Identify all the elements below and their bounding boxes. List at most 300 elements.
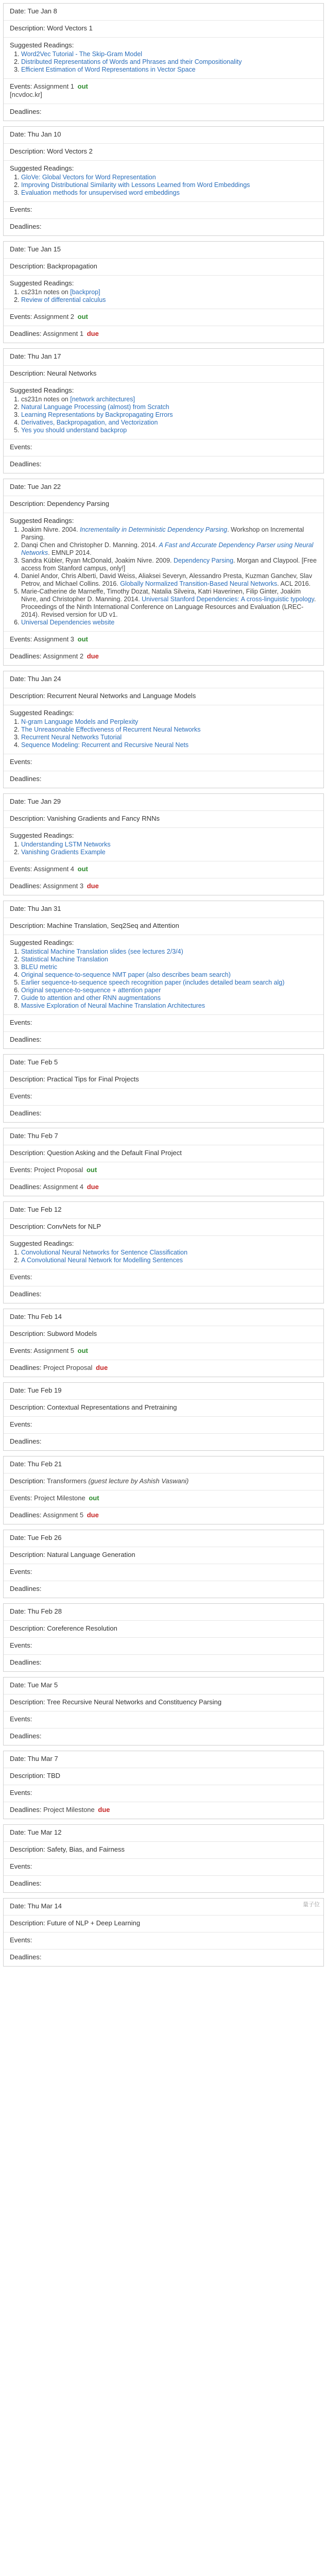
description-row [4,21,323,38]
date-label: Date: [10,1206,26,1213]
description-label: Description: [10,1772,45,1780]
readings-list [10,396,317,434]
reading-text: Danqi Chen and Christopher D. Manning. 2014. [21,541,159,549]
status-due-badge: due [98,1806,110,1814]
description-label: Description: [10,1551,45,1558]
reading-link[interactable]: Word2Vec Tutorial - The Skip-Gram Model [21,50,143,58]
events-row [4,861,323,878]
date-row [4,1309,323,1326]
readings-list [10,174,317,197]
deadlines-label: Deadlines: [10,223,42,230]
events-row [4,79,323,104]
lecture-description: Safety, Bias, and Fairness [47,1845,125,1853]
reading-item [21,403,317,411]
date-row [4,127,323,144]
description-row [4,1842,323,1859]
date-label: Date: [10,1828,26,1836]
reading-item [21,572,317,588]
events-row [4,1933,323,1950]
events-label: Events: [10,635,32,643]
reading-item [21,956,317,963]
events-row [4,1162,323,1179]
deadlines-label: Deadlines: [10,1732,42,1740]
events-label: Events: [10,1420,32,1428]
reading-text: . ACL 2016. [277,580,311,587]
events-label: Events: [10,1715,32,1723]
deadline-text: Assignment 1 [43,330,85,337]
reading-link[interactable]: Statistical Machine Translation slides (see lectures 2/3/4) [21,948,183,955]
lecture-date: Tue Jan 29 [27,798,61,805]
date-label: Date: [10,1902,26,1910]
lecture-card [3,1128,324,1196]
lecture-card [3,479,324,666]
description-label: Description: [10,369,45,377]
date-row [4,242,323,259]
lecture-card [3,3,324,121]
date-row [4,1751,323,1768]
event-item [34,1166,97,1174]
description-row [4,1219,323,1236]
date-row [4,671,323,688]
readings-label: Suggested Readings: [10,832,74,839]
events-label: Events: [10,1347,32,1354]
reading-item [21,619,317,626]
lecture-description: Word Vectors 1 [47,24,93,32]
event-text: Assignment 4 [33,865,76,873]
readings-label: Suggested Readings: [10,164,74,172]
deadlines-label: Deadlines: [10,1036,42,1043]
lecture-card [3,241,324,343]
status-out-badge: out [77,313,88,320]
date-label: Date: [10,1607,26,1615]
description-row [4,918,323,935]
reading-item [21,979,317,987]
description-row [4,1916,323,1933]
events-row [4,1859,323,1876]
date-label: Date: [10,483,26,490]
status-out-badge: out [77,82,88,90]
lecture-date: Tue Jan 8 [27,7,57,15]
description-label: Description: [10,1403,45,1411]
events-row [4,1490,323,1507]
readings-list [10,289,317,304]
event-text: Assignment 3 [33,635,76,643]
description-text: Transformers [47,1477,89,1485]
reading-item [21,734,317,741]
lecture-date: Tue Jan 15 [27,245,61,253]
readings-label: Suggested Readings: [10,41,74,49]
reading-text: . Morgan and Claypool. [Free access from Stanford campus, only!] [21,557,317,572]
reading-item [21,557,317,572]
description-label: Description: [10,1845,45,1853]
lecture-date: Thu Jan 17 [27,352,61,360]
lecture-description: ConvNets for NLP [47,1223,101,1230]
deadline-item [43,1364,108,1371]
deadlines-label: Deadlines: [10,1437,42,1445]
status-out-badge: out [77,865,88,873]
events-row [4,1417,323,1434]
events-row [4,1564,323,1581]
status-due-badge: due [96,1364,108,1371]
reading-item [21,174,317,181]
description-label: Description: [10,24,45,32]
readings-list [10,50,317,74]
events-row [4,1269,323,1286]
readings-list [10,718,317,749]
lecture-card [3,1201,324,1303]
description-label: Description: [10,922,45,929]
date-row [4,1128,323,1145]
description-label: Description: [10,1075,45,1083]
reading-item [21,427,317,434]
deadlines-row [4,649,323,665]
lecture-card [3,1603,324,1672]
reading-link[interactable]: Universal Dependencies website [21,619,115,626]
deadlines-label: Deadlines: [10,460,42,468]
lecture-date: Tue Mar 5 [27,1681,58,1689]
date-label: Date: [10,675,26,683]
event-item [10,91,317,99]
deadlines-label: Deadlines: [10,1109,42,1117]
date-label: Date: [10,7,26,15]
description-row [4,1473,323,1490]
reading-link[interactable]: The Unreasonable Effectiveness of Recurrent Neural Networks [21,726,201,733]
readings-row [4,38,323,79]
events-label: Events: [10,1789,32,1797]
reading-text: Sandra Kübler, Ryan McDonald, Joakim Nivre. 2009. [21,557,174,564]
reading-link[interactable]: Yes you should understand backprop [21,427,127,434]
event-item [33,1347,88,1354]
lecture-card [3,671,324,788]
lecture-description: Backpropagation [47,262,97,270]
lecture-date: Thu Mar 7 [27,1755,58,1762]
reading-text: cs231n notes on [21,289,71,296]
reading-link[interactable]: Vanishing Gradients Example [21,849,106,856]
lecture-description: Natural Language Generation [47,1551,135,1558]
deadlines-label: Deadlines: [10,1290,42,1298]
deadlines-row [4,1876,323,1892]
date-label: Date: [10,1386,26,1394]
date-row [4,901,323,918]
lecture-card [3,1382,324,1451]
deadline-text: Project Proposal [43,1364,95,1371]
reading-item [21,849,317,856]
description-row [4,811,323,828]
reading-item [21,396,317,403]
description-label: Description: [10,1624,45,1632]
date-row [4,1202,323,1219]
reading-item [21,987,317,994]
description-row [4,1768,323,1785]
lecture-description: Future of NLP + Deep Learning [47,1919,141,1927]
event-text: Assignment 1 [33,82,76,90]
reading-link[interactable]: A Fast and Accurate Dependency Parser using Neural Networks [21,541,314,556]
deadlines-row [4,104,323,121]
lecture-date: Tue Jan 22 [27,483,61,490]
events-row [4,1089,323,1106]
readings-row [4,705,323,754]
event-text: Assignment 2 [33,313,76,320]
description-row [4,1145,323,1162]
description-label: Description: [10,692,45,700]
status-due-badge: due [87,652,99,660]
reading-item [21,58,317,66]
date-label: Date: [10,130,26,138]
reading-link[interactable]: Improving Distributional Similarity with Lessons Learned from Word Embeddings [21,181,250,189]
reading-link[interactable]: [backprop] [70,289,100,296]
readings-row [4,161,323,202]
lecture-description: Recurrent Neural Networks and Language Models [47,692,196,700]
event-item [33,865,88,873]
deadlines-label: Deadlines: [10,1806,42,1814]
reading-text: Daniel Andor, Chris Alberti, David Weiss, Aliaksei Severyn, Alessandro Presta, Kuzman Ganchev, Slav Petrov, and Michael Collins. 2016. [21,572,313,587]
description-row [4,366,323,383]
lecture-card [3,1456,324,1524]
reading-link[interactable]: Convolutional Neural Networks for Sentence Classification [21,1249,188,1256]
description-label: Description: [10,815,45,822]
deadlines-row [4,1728,323,1745]
lecture-date: Thu Jan 10 [27,130,61,138]
date-label: Date: [10,1058,26,1066]
description-label: Description: [10,1149,45,1157]
events-label: Events: [10,1568,32,1575]
deadline-item [43,1806,110,1814]
reading-link[interactable]: Understanding LSTM Networks [21,841,111,848]
date-label: Date: [10,1132,26,1140]
readings-row [4,513,323,632]
description-row [4,1326,323,1343]
description-label: Description: [10,1919,45,1927]
reading-item [21,181,317,189]
readings-label: Suggested Readings: [10,517,74,524]
status-due-badge: due [87,1511,99,1519]
reading-link[interactable]: Original sequence-to-sequence + attention paper [21,987,161,994]
lecture-card [3,1898,324,1967]
reading-link[interactable]: [network architectures] [70,396,135,403]
lecture-date: Thu Feb 7 [27,1132,58,1140]
events-label: Events: [10,1019,32,1026]
reading-link[interactable]: Recurrent Neural Networks Tutorial [21,734,122,741]
reading-link[interactable]: Evaluation methods for unsupervised word embeddings [21,189,180,196]
events-label: Events: [10,443,32,451]
date-row [4,1530,323,1547]
date-row [4,794,323,811]
reading-item [21,841,317,849]
status-due-badge: due [87,1183,99,1191]
lecture-description [47,1477,188,1485]
description-label: Description: [10,1330,45,1337]
lecture-description: Machine Translation, Seq2Seq and Attention [47,922,179,929]
deadline-text: Assignment 5 [43,1511,85,1519]
lecture-card [3,1309,324,1377]
reading-link[interactable]: Distributed Representations of Words and Phrases and their Compositionality [21,58,242,65]
lecture-card [3,126,324,236]
deadlines-row [4,456,323,473]
reading-item [21,741,317,749]
reading-item [21,1002,317,1010]
reading-item [21,289,317,296]
lecture-date: Tue Mar 12 [27,1828,62,1836]
lecture-date: Tue Feb 5 [27,1058,58,1066]
deadlines-row [4,878,323,895]
events-row [4,754,323,771]
reading-link[interactable]: Original sequence-to-sequence NMT paper (also describes beam search) [21,971,231,978]
reading-item [21,50,317,58]
events-row [4,1638,323,1655]
deadlines-row [4,326,323,343]
reading-link[interactable]: Learning Representations by Backpropagating Errors [21,411,173,418]
reading-link[interactable]: Universal Stanford Dependencies: A cross-linguistic typology [142,596,314,603]
event-item [34,1494,99,1502]
events-label: Events: [10,865,32,873]
events-row [4,1785,323,1802]
deadlines-row [4,1032,323,1048]
readings-row [4,1236,323,1269]
deadlines-label: Deadlines: [10,1183,42,1191]
description-label: Description: [10,1698,45,1706]
events-row [4,632,323,649]
reading-link[interactable]: Earlier sequence-to-sequence speech recognition paper (includes detailed beam search alg) [21,979,285,986]
lecture-description: Practical Tips for Final Projects [47,1075,139,1083]
date-label: Date: [10,1681,26,1689]
reading-item [21,588,317,619]
lecture-date: Thu Jan 24 [27,675,61,683]
event-text: [ncvdoc.kr] [10,91,42,98]
readings-label: Suggested Readings: [10,1240,74,1247]
readings-label: Suggested Readings: [10,386,74,394]
readings-row [4,935,323,1015]
reading-link[interactable]: Massive Exploration of Neural Machine Translation Architectures [21,1002,205,1009]
events-label: Events: [10,758,32,766]
reading-link[interactable]: GloVe: Global Vectors for Word Representation [21,174,156,181]
deadlines-row [4,1507,323,1524]
reading-link[interactable]: N-gram Language Models and Perplexity [21,718,139,725]
reading-item [21,994,317,1002]
lecture-description: Contextual Representations and Pretraining [47,1403,177,1411]
reading-link[interactable]: Efficient Estimation of Word Representations in Vector Space [21,66,196,73]
events-label: Events: [10,82,32,90]
lecture-date: Thu Feb 28 [27,1607,62,1615]
deadlines-row [4,1802,323,1819]
date-label: Date: [10,1755,26,1762]
event-item [33,313,88,320]
reading-link[interactable]: Review of differential calculus [21,296,106,303]
reading-link[interactable]: Statistical Machine Translation [21,956,108,963]
events-row [4,1015,323,1032]
reading-item [21,66,317,74]
deadlines-row [4,1179,323,1196]
date-label: Date: [10,798,26,805]
events-label: Events: [10,1862,32,1870]
status-out-badge: out [89,1494,99,1502]
reading-link[interactable]: A Convolutional Neural Network for Modelling Sentences [21,1257,183,1264]
description-label: Description: [10,1223,45,1230]
reading-link[interactable]: Dependency Parsing [173,557,234,564]
readings-row [4,276,323,309]
lecture-date: Thu Feb 21 [27,1460,62,1468]
deadlines-row [4,771,323,788]
events-label: Events: [10,1092,32,1100]
lecture-card [3,348,324,473]
description-text: (guest lecture by Ashish Vaswani) [88,1477,189,1485]
deadlines-label: Deadlines: [10,1879,42,1887]
reading-item [21,1249,317,1257]
deadline-item [43,1183,99,1191]
reading-text: cs231n notes on [21,396,71,403]
readings-list [10,526,317,626]
lecture-card [3,1054,324,1123]
date-row [4,4,323,21]
deadlines-label: Deadlines: [10,108,42,115]
deadlines-label: Deadlines: [10,1585,42,1592]
deadline-text: Assignment 4 [43,1183,85,1191]
date-row [4,1383,323,1400]
lecture-description: Subword Models [47,1330,97,1337]
description-row [4,1547,323,1564]
reading-item [21,541,317,557]
deadlines-row [4,219,323,235]
events-label: Events: [10,206,32,213]
description-row [4,496,323,513]
reading-item [21,963,317,971]
watermark: 量子位 [303,1902,320,1908]
reading-item [21,419,317,427]
reading-item [21,189,317,197]
reading-link[interactable]: Guide to attention and other RNN augmentations [21,994,161,1002]
reading-text: . Proceedings of the Ninth International Conference on Language Resources and Evaluation (LREC-2014). Revised version for UD v1. [21,596,316,618]
description-row [4,1072,323,1089]
deadline-text: Project Milestone [43,1806,97,1814]
reading-item [21,526,317,541]
date-row [4,1677,323,1694]
lecture-description: Neural Networks [47,369,97,377]
reading-link[interactable]: Derivatives, Backpropagation, and Vectorization [21,419,158,426]
reading-link[interactable]: Natural Language Processing (almost) from Scratch [21,403,169,411]
date-row [4,479,323,496]
reading-link[interactable]: BLEU metric [21,963,58,971]
events-row [4,1711,323,1728]
lecture-date: Thu Jan 31 [27,905,61,912]
deadlines-row [4,1581,323,1598]
lecture-description: TBD [47,1772,61,1780]
deadlines-label: Deadlines: [10,1953,42,1961]
reading-text: Joakim Nivre. 2004. [21,526,80,533]
status-due-badge: due [87,330,99,337]
lecture-date: Tue Feb 12 [27,1206,62,1213]
deadlines-label: Deadlines: [10,1511,42,1519]
date-label: Date: [10,245,26,253]
deadlines-label: Deadlines: [10,1364,42,1371]
deadline-text: Assignment 2 [43,652,85,660]
reading-link[interactable]: Sequence Modeling: Recurrent and Recursive Neural Nets [21,741,189,749]
lecture-card [3,1530,324,1598]
description-row [4,1621,323,1638]
events-label: Events: [10,1641,32,1649]
date-label: Date: [10,352,26,360]
deadline-item [43,1511,99,1519]
description-row [4,259,323,276]
events-row [4,1343,323,1360]
deadline-item [43,652,99,660]
deadlines-row [4,1434,323,1450]
date-row [4,1055,323,1072]
status-out-badge: out [77,635,88,643]
reading-link[interactable]: Incrementality in Deterministic Dependency Parsing [79,526,228,533]
reading-link[interactable]: Globally Normalized Transition-Based Neural Networks [120,580,278,587]
deadlines-row [4,1106,323,1122]
lecture-card [3,1751,324,1819]
events-row [4,202,323,219]
